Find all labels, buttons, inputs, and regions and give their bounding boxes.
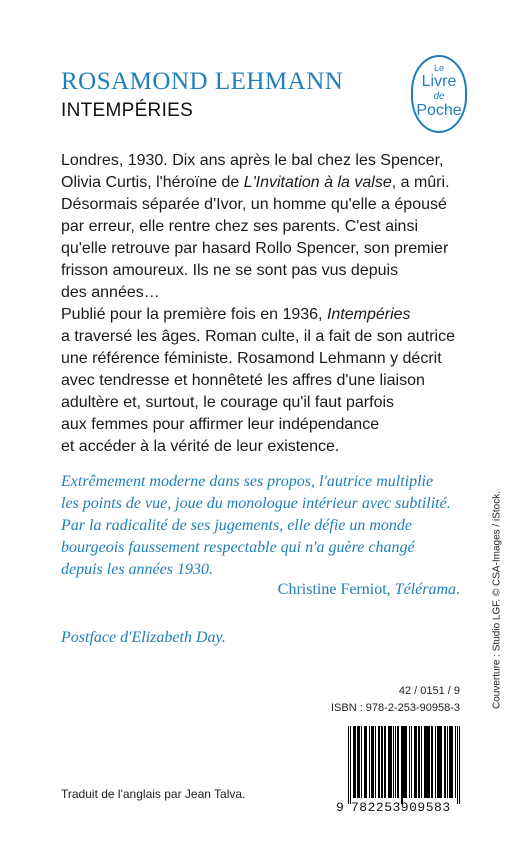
barcode-bar [428, 726, 429, 798]
barcode-bar [421, 726, 422, 798]
barcode-bar [401, 726, 402, 804]
barcode [336, 722, 466, 820]
barcode-bars [348, 726, 460, 800]
barcode-bar [355, 726, 356, 798]
barcode-bar [459, 726, 460, 804]
logo-line-1: Le [433, 63, 444, 73]
quote-attribution: Christine Ferniot, Télérama. [277, 581, 460, 598]
barcode-bar [385, 726, 386, 798]
summary-line: aux femmes pour affirmer leur indépendance [61, 416, 380, 433]
summary-line: Désormais séparée d'Ivor, un homme qu'elle a épousé [61, 196, 447, 213]
barcode-bar [390, 726, 391, 798]
quote-line: Par la radicalité de ses jugements, elle défie un monde [61, 517, 413, 534]
barcode-bar [350, 726, 351, 804]
isbn-number: ISBN : 978-2-253-90958-3 [330, 702, 460, 714]
summary-line: frisson amoureux. Ils ne se sont pas vus depuis [61, 262, 399, 279]
barcode-bar [365, 726, 366, 798]
quote-line: bourgeois faussement respectable qui n'a guère changé [61, 539, 415, 556]
barcode-bar [451, 726, 452, 798]
barcode-bar [378, 726, 379, 798]
barcode-bar [440, 726, 441, 798]
barcode-first-digit: 9 [336, 800, 344, 815]
barcode-bar [388, 726, 389, 798]
summary-line: Olivia Curtis, l'héroïne de L'Invitation à la valse, a mûri. [61, 174, 450, 191]
barcode-bar [409, 726, 410, 798]
author-name: ROSAMOND LEHMANN [61, 68, 344, 95]
cover-credit: Couverture : Studio LGF. © CSA-Images / iStock. [491, 490, 503, 710]
catalog-code: 42 / 0151 / 9 [398, 685, 460, 697]
book-title: INTEMPÉRIES [61, 100, 194, 121]
barcode-bar [455, 726, 456, 798]
barcode-bar [432, 726, 433, 798]
barcode-bar [457, 726, 458, 804]
publication-name: Télérama [394, 581, 456, 598]
barcode-bar [411, 726, 412, 798]
summary-line: des années… [61, 284, 160, 301]
quote-line: Extrêmement moderne dans ses propos, l'autrice multiplie [61, 473, 434, 490]
summary-line: Londres, 1930. Dix ans après le bal chez les Spencer, [61, 152, 444, 169]
barcode-bar [398, 726, 399, 798]
barcode-bar [375, 726, 376, 798]
barcode-bar [393, 726, 394, 798]
summary-line: a traversé les âges. Roman culte, il a fait de son autrice [61, 328, 455, 345]
summary-line: une référence féministe. Rosamond Lehmann y décrit [61, 350, 442, 367]
barcode-bar [447, 726, 448, 798]
referenced-title: L'Invitation à la valse [243, 174, 392, 191]
logo-line-4: Poche [416, 102, 462, 119]
barcode-bar [373, 726, 374, 798]
quote-line: depuis les années 1930. [61, 561, 213, 578]
logo-line-3: de [433, 91, 445, 102]
barcode-bar [369, 726, 370, 798]
barcode-bar [348, 726, 349, 804]
summary-line: adultère et, surtout, le courage qu'il faut parfois [61, 394, 395, 411]
translator-credit: Traduit de l'anglais par Jean Talva. [61, 787, 246, 801]
barcode-bar [435, 726, 436, 798]
barcode-bar [382, 726, 383, 798]
barcode-bar [361, 726, 362, 798]
summary-line: par erreur, elle rentre chez ses parents. C'est ainsi [61, 218, 418, 235]
barcode-bar [415, 726, 416, 798]
book-summary [61, 150, 481, 458]
barcode-bar [359, 726, 360, 798]
postface-note: Postface d'Elizabeth Day. [61, 629, 226, 646]
barcode-bar [419, 726, 420, 798]
summary-line: Publié pour la première fois en 1936, Intempéries [61, 306, 411, 323]
logo-line-2: Livre [421, 73, 457, 90]
barcode-bar [426, 726, 427, 798]
barcode-bar [395, 726, 396, 798]
barcode-number: 782253909583 [351, 800, 451, 815]
press-quote [61, 471, 481, 581]
summary-line: avec tendresse et honnêteté les affres d'une liaison [61, 372, 425, 389]
barcode-bar [406, 726, 407, 798]
quote-line: les points de vue, joue du monologue intérieur avec subtilité. [61, 495, 451, 512]
referenced-title: Intempéries [326, 306, 411, 323]
summary-line: qu'elle retrouve par hasard Rollo Spencer, son premier [61, 240, 449, 257]
livre-de-poche-logo [411, 55, 467, 133]
barcode-bar [438, 726, 439, 798]
summary-line: et accéder à la vérité de leur existence. [61, 438, 340, 455]
barcode-bar [445, 726, 446, 798]
